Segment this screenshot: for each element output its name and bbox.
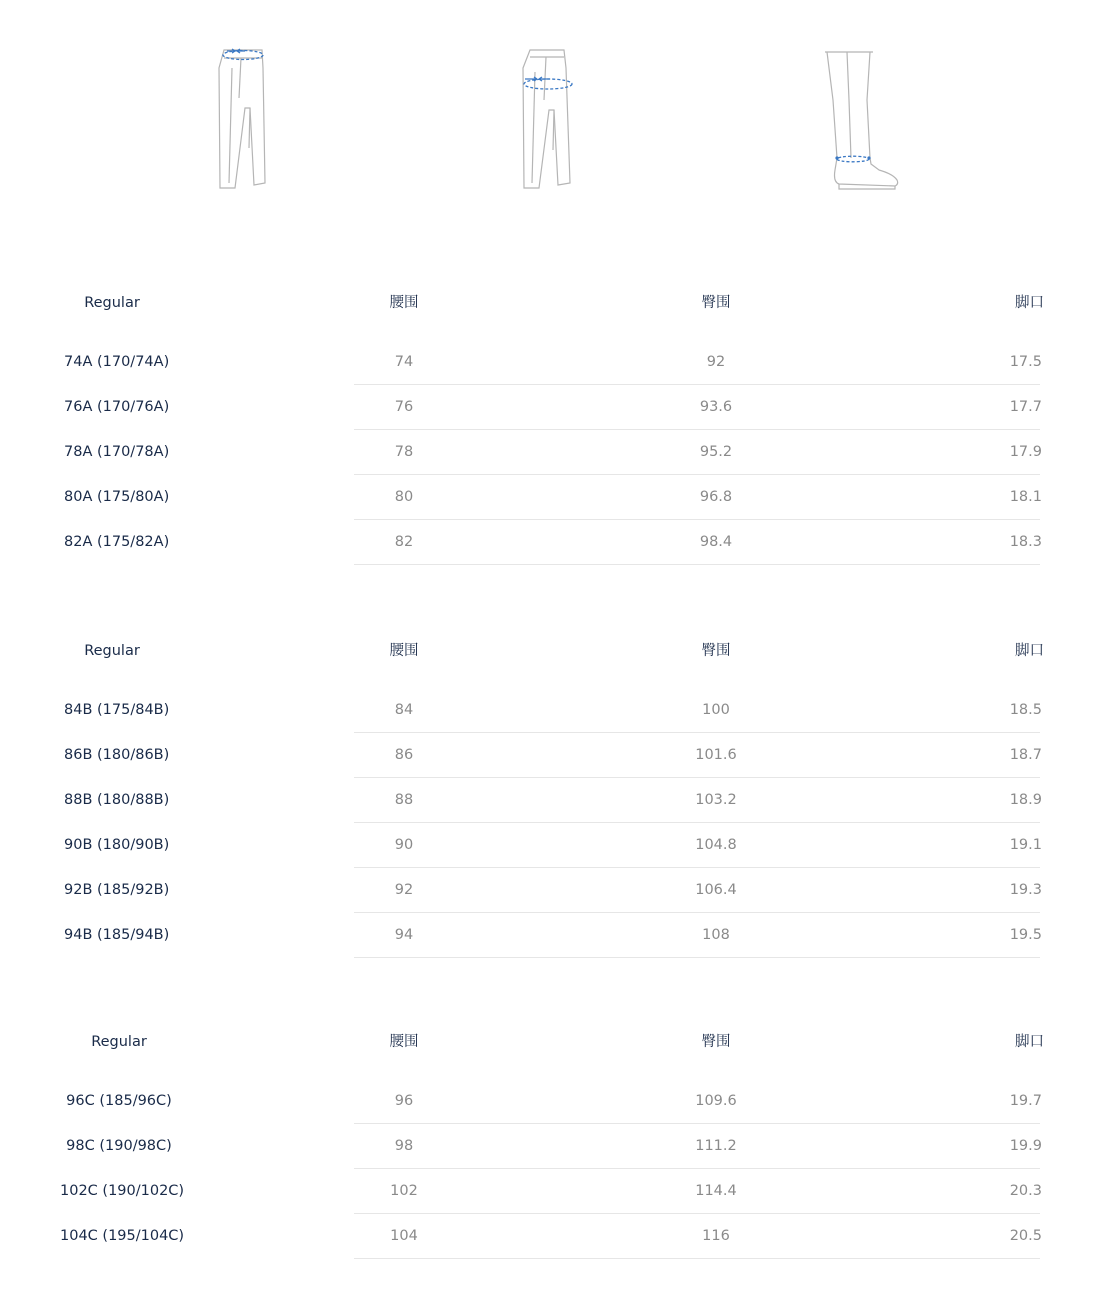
size-cell: 86B (180/86B) [64,747,170,763]
table-header [0,636,1106,666]
hip-measure-icon [508,38,584,198]
hip-cell: 114.4 [695,1183,737,1199]
waist-cell: 94 [394,927,414,943]
hem-cell: 18.9 [1009,792,1042,808]
hip-measure-figure [508,38,584,198]
waist-cell: 84 [394,702,414,718]
hip-cell: 100 [702,702,730,718]
size-cell: 74A (170/74A) [64,354,170,370]
header-waist-label: 腰围 [389,1034,419,1050]
hip-cell: 92 [706,354,726,370]
waist-cell: 74 [394,354,414,370]
table-row [0,1079,1106,1124]
size-cell: 98C (190/98C) [66,1138,172,1154]
size-cell: 96C (185/96C) [66,1093,172,1109]
table-row [0,520,1106,565]
header-waist-label: 腰围 [389,295,419,311]
hip-cell: 104.8 [695,837,737,853]
table-row [0,778,1106,823]
row-divider [354,564,1040,565]
hem-cell: 18.1 [1009,489,1042,505]
hip-cell: 98.4 [699,534,733,550]
table-row [0,1124,1106,1169]
hem-cell: 18.3 [1009,534,1042,550]
size-cell: 90B (180/90B) [64,837,170,853]
hem-cell: 17.9 [1009,444,1042,460]
header-hem-label: 脚口 [1015,295,1044,311]
row-divider [354,957,1040,958]
hip-cell: 108 [702,927,730,943]
row-divider [354,1258,1040,1259]
table-row [0,1169,1106,1214]
hem-cell: 19.3 [1009,882,1042,898]
waist-cell: 92 [394,882,414,898]
waist-measure-figure [205,38,275,198]
header-size-label: Regular [84,643,140,659]
waist-cell: 96 [394,1093,414,1109]
size-cell: 84B (175/84B) [64,702,170,718]
size-cell: 92B (185/92B) [64,882,170,898]
table-row [0,823,1106,868]
table-body [0,340,1106,565]
hem-cell: 18.5 [1009,702,1042,718]
header-hip-label: 臀围 [701,295,731,311]
hip-cell: 96.8 [699,489,733,505]
hem-cell: 19.9 [1009,1138,1042,1154]
hip-cell: 95.2 [699,444,733,460]
table-row [0,340,1106,385]
header-hem-label: 脚口 [1015,643,1044,659]
size-cell: 78A (170/78A) [64,444,170,460]
hem-cell: 17.5 [1009,354,1042,370]
table-row [0,913,1106,958]
size-cell: 82A (175/82A) [64,534,170,550]
waist-measure-icon [205,38,275,198]
size-cell: 94B (185/94B) [64,927,170,943]
hem-cell: 19.7 [1009,1093,1042,1109]
size-cell: 104C (195/104C) [60,1228,185,1244]
hip-cell: 106.4 [695,882,737,898]
leg-opening-measure-icon [815,40,905,195]
hem-measure-figure [815,40,905,195]
table-row [0,430,1106,475]
hip-cell: 111.2 [695,1138,737,1154]
header-size-label: Regular [84,295,140,311]
hem-cell: 20.3 [1009,1183,1042,1199]
table-row [0,733,1106,778]
header-waist-label: 腰围 [389,643,419,659]
hem-cell: 20.5 [1009,1228,1042,1244]
table-row [0,475,1106,520]
hem-cell: 19.5 [1009,927,1042,943]
waist-cell: 90 [394,837,414,853]
header-hip-label: 臀围 [701,643,731,659]
waist-cell: 76 [394,399,414,415]
waist-cell: 78 [394,444,414,460]
hip-cell: 101.6 [695,747,737,763]
header-size-label: Regular [91,1034,147,1050]
hip-cell: 103.2 [695,792,737,808]
table-header [0,288,1106,318]
size-cell: 88B (180/88B) [64,792,170,808]
header-hip-label: 臀围 [701,1034,731,1050]
table-row [0,385,1106,430]
hem-cell: 19.1 [1009,837,1042,853]
table-row [0,1214,1106,1259]
table-body [0,688,1106,958]
waist-cell: 104 [390,1228,418,1244]
waist-cell: 88 [394,792,414,808]
waist-cell: 82 [394,534,414,550]
hip-cell: 93.6 [699,399,733,415]
waist-cell: 86 [394,747,414,763]
header-hem-label: 脚口 [1015,1034,1044,1050]
hem-cell: 17.7 [1009,399,1042,415]
waist-cell: 80 [394,489,414,505]
table-body [0,1079,1106,1259]
size-cell: 76A (170/76A) [64,399,170,415]
table-row [0,868,1106,913]
size-cell: 80A (175/80A) [64,489,170,505]
waist-cell: 98 [394,1138,414,1154]
size-cell: 102C (190/102C) [60,1183,185,1199]
hip-cell: 116 [702,1228,730,1244]
waist-cell: 102 [390,1183,418,1199]
hip-cell: 109.6 [695,1093,737,1109]
table-header [0,1027,1106,1057]
table-row [0,688,1106,733]
hem-cell: 18.7 [1009,747,1042,763]
